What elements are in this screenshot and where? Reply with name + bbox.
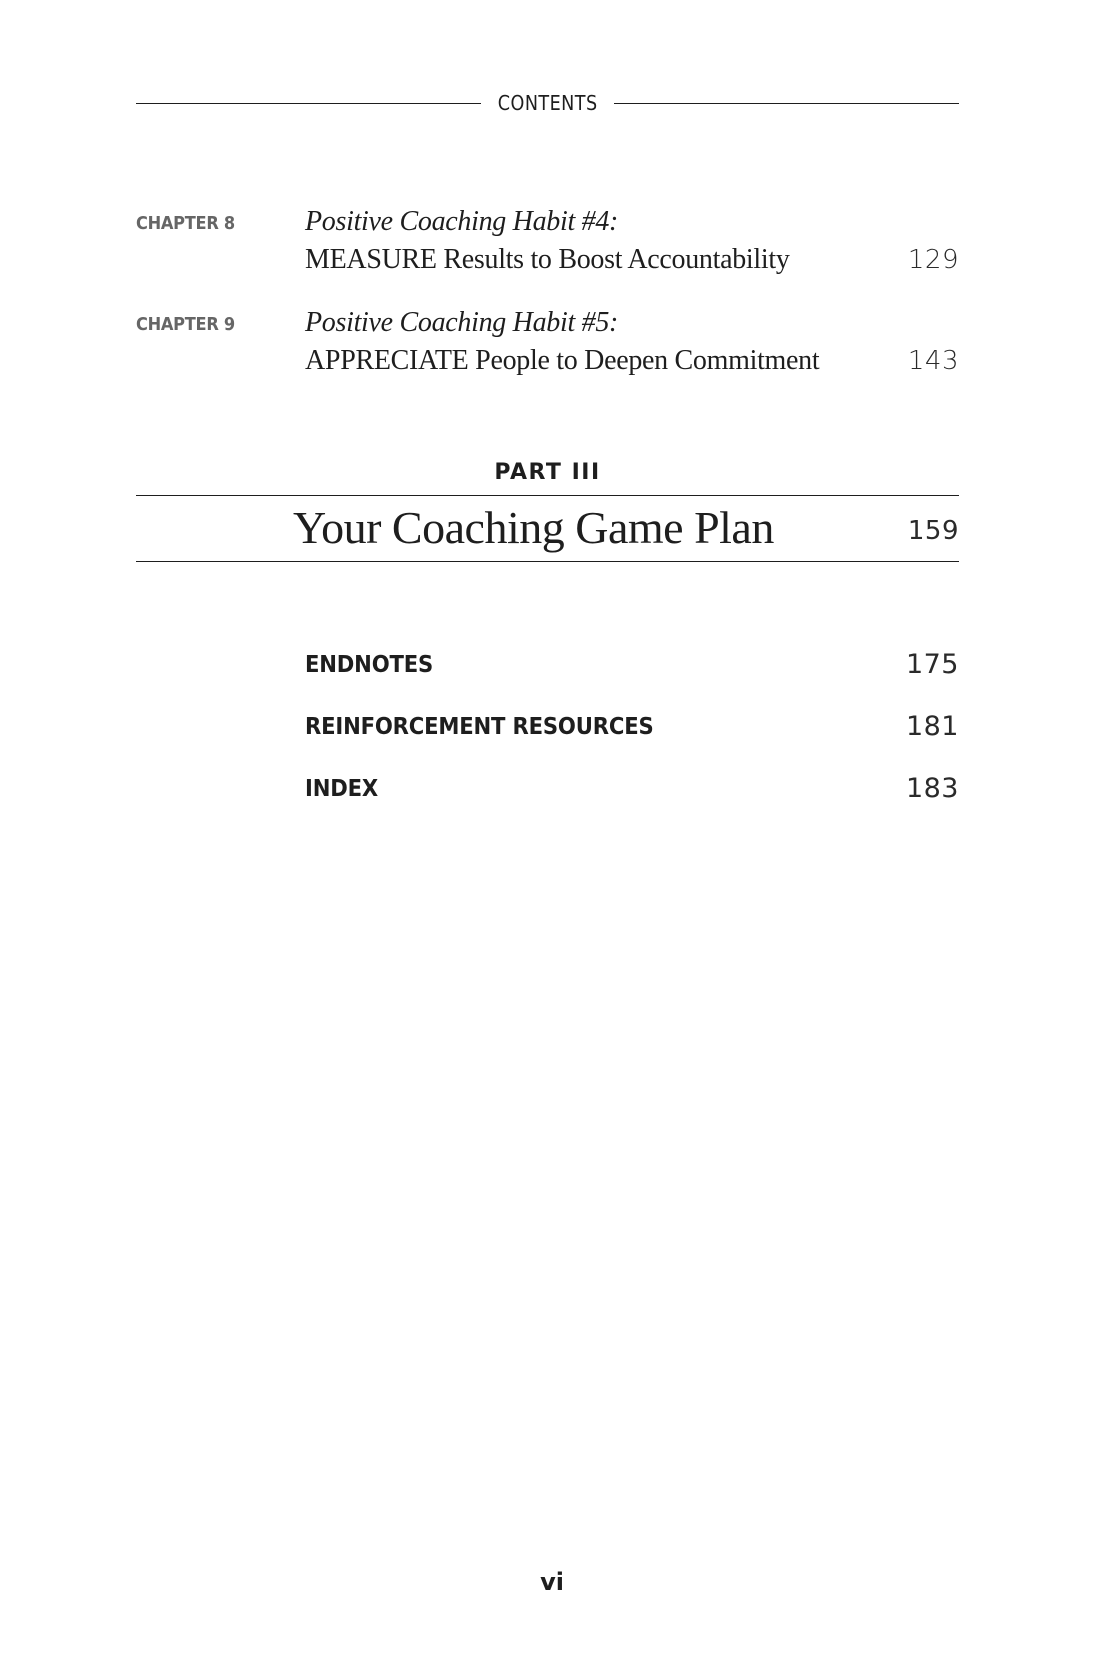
- chapter-label: CHAPTER 8: [136, 213, 235, 234]
- back-matter-label: ENDNOTES: [305, 652, 434, 678]
- running-head-rule-left: [136, 103, 481, 104]
- part-rule-top: [136, 495, 959, 496]
- part-page-number: 159: [907, 516, 959, 546]
- part-rule-bottom: [136, 561, 959, 562]
- toc-entry-reinforcement-resources[interactable]: [305, 710, 959, 746]
- back-matter-page-number: 181: [905, 711, 959, 742]
- back-matter-page-number: 175: [905, 649, 959, 680]
- toc-entry-endnotes[interactable]: [305, 648, 959, 684]
- chapter-subtitle: Positive Coaching Habit #5:: [305, 307, 619, 338]
- chapter-label: CHAPTER 9: [136, 314, 235, 335]
- chapter-title: APPRECIATE People to Deepen Commitment: [305, 345, 820, 376]
- chapter-title: MEASURE Results to Boost Accountability: [305, 244, 790, 275]
- chapter-page-number: 143: [907, 346, 959, 376]
- back-matter-page-number: 183: [905, 773, 959, 804]
- chapter-subtitle: Positive Coaching Habit #4:: [305, 206, 619, 237]
- part-title: Your Coaching Game Plan: [293, 502, 774, 553]
- page-folio: vi: [540, 1568, 564, 1596]
- running-head-rule-right: [614, 103, 959, 104]
- back-matter-label: REINFORCEMENT RESOURCES: [305, 714, 654, 740]
- back-matter-label: INDEX: [305, 776, 378, 802]
- toc-entry-index[interactable]: [305, 772, 959, 808]
- part-label: PART III: [494, 460, 601, 485]
- toc-entry-part-3[interactable]: [136, 500, 959, 558]
- running-head: [136, 90, 959, 116]
- chapter-page-number: 129: [907, 245, 959, 275]
- running-head-label: CONTENTS: [497, 91, 598, 115]
